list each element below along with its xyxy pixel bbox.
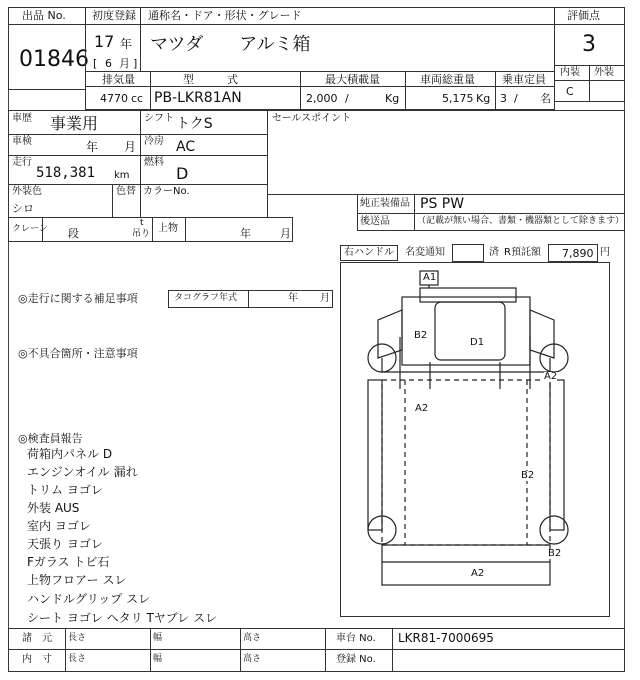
rating-value: 3 <box>582 32 596 57</box>
color-row <box>8 184 268 218</box>
specs-header-row <box>85 71 555 87</box>
aftermarket-label: 後送品 <box>360 216 390 227</box>
gross-weight-unit: Kg <box>476 92 491 105</box>
dims-label: 諸 元 <box>22 633 52 644</box>
report-line: 上物フロアー スレ <box>27 573 127 587</box>
report-line: 外装 AUS <box>27 501 80 515</box>
damage-mark: B2 <box>521 470 535 481</box>
name-change-box <box>452 244 484 262</box>
fuel-value: D <box>176 164 189 183</box>
crane-stage: 段 <box>68 227 79 240</box>
tacho-year: 年 <box>288 293 298 304</box>
mileage-label: 走行 <box>12 157 32 168</box>
upper-label: 上物 <box>158 223 178 234</box>
shift-label: シフト <box>144 113 174 124</box>
defect-notes-title: ◎不具合箇所・注意事項 <box>18 347 138 360</box>
recycle-amount: 7,890 <box>562 247 594 260</box>
damage-mark: A2 <box>544 371 558 382</box>
report-line: 荷箱内パネル D <box>27 447 113 461</box>
mileage-value: 518,381 <box>36 165 96 181</box>
inspector-report-title: ◎検査員報告 <box>18 432 83 445</box>
inspection-month-unit: 月 <box>124 140 137 154</box>
equipment-label: 純正装備品 <box>360 198 410 209</box>
door-lines <box>400 337 530 389</box>
car-name: マツダ アルミ箱 <box>150 34 311 55</box>
inspection-year-unit: 年 <box>86 140 99 154</box>
cargo-box <box>382 380 550 545</box>
ac-value: AC <box>176 139 196 155</box>
year-unit: 年 <box>120 37 133 51</box>
lot-number: 01846 <box>19 47 89 72</box>
report-line: トリム ヨゴレ <box>27 483 103 497</box>
report-line: ハンドルグリップ スレ <box>27 592 151 606</box>
gross-weight-value: 5,175 <box>442 92 474 105</box>
max-load-slash: / <box>345 92 349 105</box>
interior-label: 内装 <box>560 67 580 78</box>
displacement-unit: cc <box>131 92 144 105</box>
left-mirror-area <box>378 310 402 358</box>
displacement-value: 4770 <box>100 92 128 105</box>
month-unit: 月 <box>119 57 130 70</box>
report-line: シート ヨゴレ ヘタリ Tヤブレ スレ <box>27 611 218 625</box>
ext-color-label: 外装色 <box>12 186 42 197</box>
aftermarket-note: （記載が無い場合、書類・機器類として除きます） <box>417 216 625 226</box>
first-reg-month: 6 <box>105 57 112 70</box>
upper-year: 年 <box>240 227 251 240</box>
first-reg-label: 初度登録 <box>92 9 136 22</box>
mileage-unit: km <box>114 170 130 181</box>
rhd-label: 右ハンドル <box>344 247 394 258</box>
equipment-value: PS PW <box>420 196 465 212</box>
damage-mark: A2 <box>471 568 485 579</box>
damage-mark: B2 <box>414 330 428 341</box>
report-line: エンジンオイル 漏れ <box>27 465 138 479</box>
done-mark: 済 <box>489 247 499 258</box>
footer-table <box>8 628 625 672</box>
lot-label: 出品 No. <box>22 9 66 22</box>
chassis-label: 車台 No. <box>336 633 376 644</box>
width-label: 幅 <box>153 633 163 643</box>
capacity-value: 3 <box>500 92 507 105</box>
damage-mark: A1 <box>423 272 437 283</box>
capacity-label: 乗車定員 <box>502 73 546 86</box>
damage-mark: D1 <box>470 337 485 348</box>
bed-height-label: 高さ <box>243 654 262 664</box>
fuel-label: 燃料 <box>144 157 164 168</box>
name-change-label: 名変通知 <box>405 247 445 258</box>
shift-value: トクS <box>176 116 213 132</box>
history-row <box>8 110 268 135</box>
upper-month: 月 <box>280 227 291 240</box>
ac-label: 冷房 <box>144 136 164 147</box>
chassis-number: LKR81-7000695 <box>398 631 494 645</box>
model-label: 型 式 <box>183 73 238 86</box>
model-value: PB-LKR81AN <box>154 90 242 106</box>
right-side-panel <box>550 380 564 530</box>
length-label: 長さ <box>68 633 87 643</box>
capacity-unit: 名 <box>540 92 551 105</box>
exterior-grade-cell <box>589 80 625 102</box>
crane-hang: 吊り <box>132 229 151 239</box>
color-code-label: カラーNo. <box>143 186 190 197</box>
color-change-label: 色替 <box>116 186 136 197</box>
first-reg-year: 17 <box>94 32 115 51</box>
bed-length-label: 長さ <box>68 654 87 664</box>
exterior-label: 外装 <box>594 67 614 78</box>
recycle-label: R預託額 <box>504 247 541 258</box>
report-line: 天張り ヨゴレ <box>27 537 103 551</box>
gross-weight-label: 車両総重量 <box>420 73 475 86</box>
history-value: 事業用 <box>50 114 99 133</box>
capacity-slash: / <box>514 92 518 105</box>
bed-width-label: 幅 <box>153 654 163 664</box>
sales-point-label: セールスポイント <box>272 113 352 124</box>
bed-dims-label: 内 寸 <box>22 654 52 665</box>
interior-grade: C <box>566 85 574 98</box>
rating-label: 評価点 <box>567 9 600 22</box>
inspection-label: 車検 <box>12 136 32 147</box>
max-load-value: 2,000 <box>306 92 338 105</box>
damage-mark: B2 <box>548 548 562 559</box>
max-load-label: 最大積載量 <box>325 73 380 86</box>
cab-roof <box>435 302 505 360</box>
damage-mark: A2 <box>415 403 429 414</box>
height-label: 高さ <box>243 633 262 643</box>
history-label: 車歴 <box>12 113 32 124</box>
name-label: 通称名・ドア・形状・グレード <box>148 9 302 22</box>
diagram-frame <box>341 263 610 617</box>
driving-notes-title: ◎走行に関する補足事項 <box>18 292 138 305</box>
max-load-unit: Kg <box>385 92 400 105</box>
rear-bumper <box>382 545 550 585</box>
crane-label: クレーン <box>12 224 48 234</box>
displacement-label: 排気量 <box>102 73 135 86</box>
recycle-unit: 円 <box>600 247 610 258</box>
crane-tonnage-unit: t <box>140 218 144 228</box>
inspection-row <box>8 134 268 156</box>
tacho-month: 月 <box>320 293 330 304</box>
left-side-panel <box>368 380 382 530</box>
front-bumper <box>420 288 516 302</box>
truck-damage-diagram <box>340 262 610 617</box>
registration-label: 登録 No. <box>336 654 376 665</box>
report-line: Fガラス トビ石 <box>27 555 110 569</box>
ext-color-value: シロ <box>12 202 34 215</box>
tacho-label: タコグラフ年式 <box>174 293 238 303</box>
report-line: 室内 ヨゴレ <box>27 519 91 533</box>
